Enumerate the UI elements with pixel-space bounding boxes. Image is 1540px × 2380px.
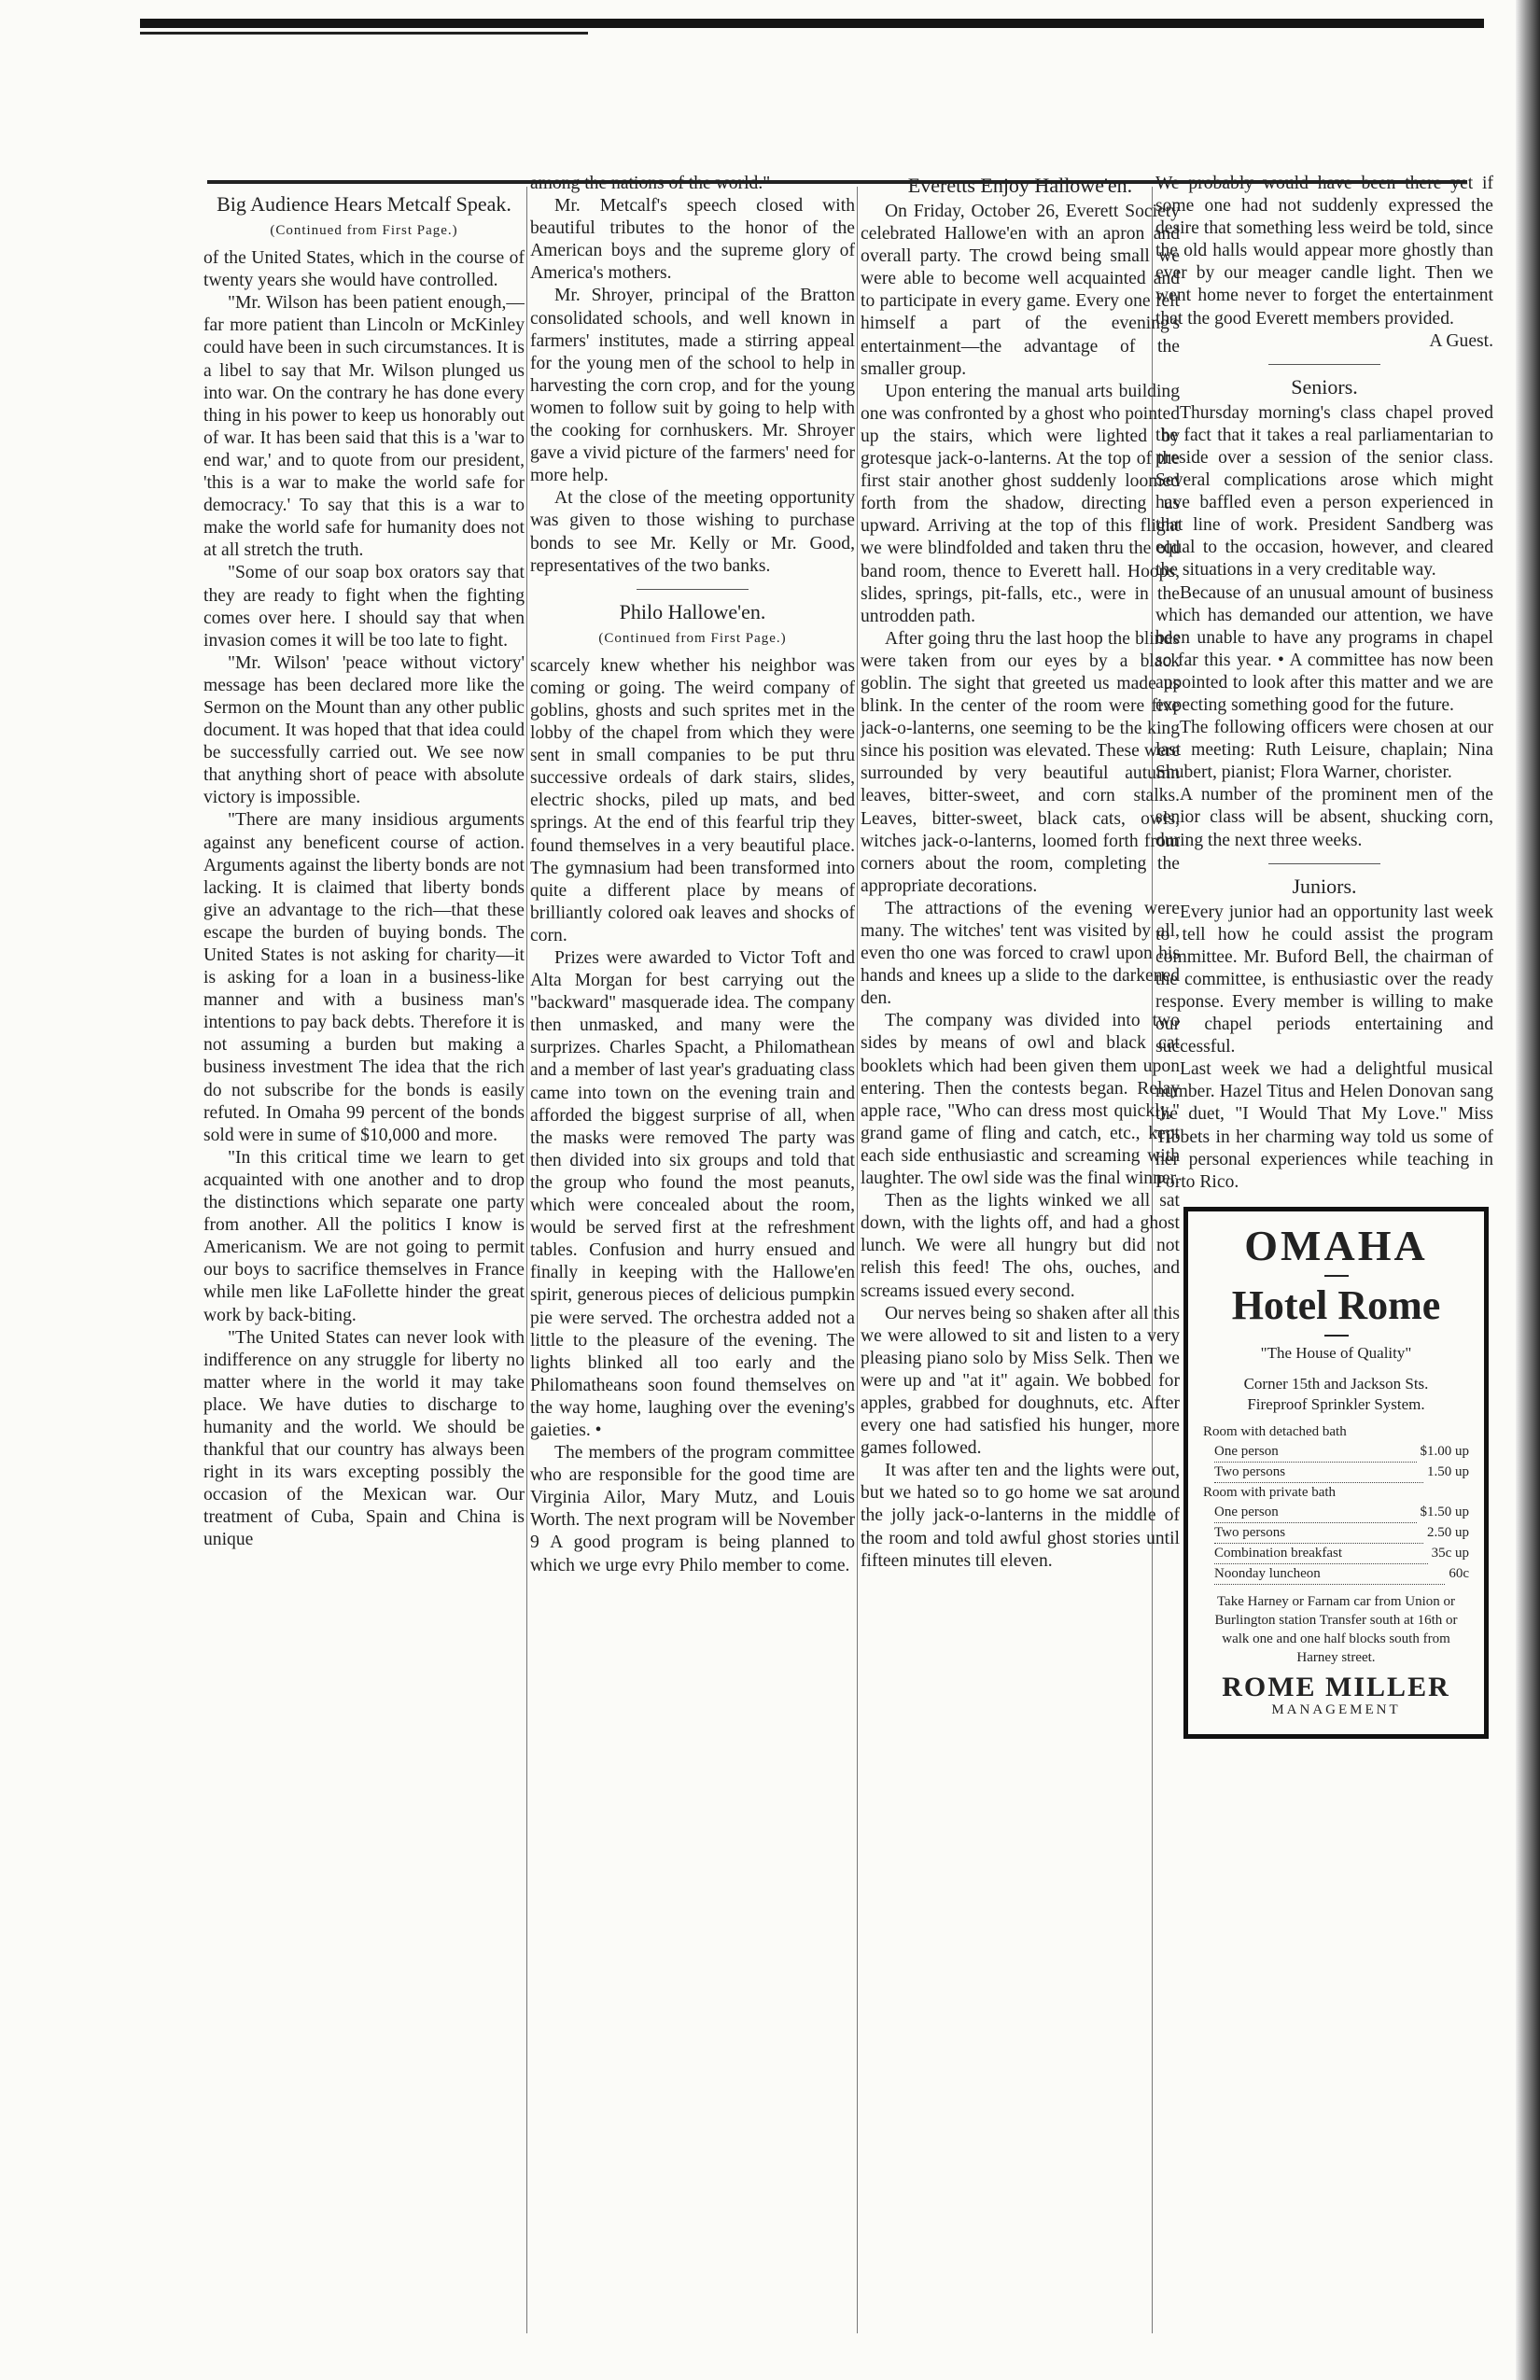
ad-rate-heading: Room with private bath xyxy=(1203,1484,1337,1500)
paragraph: Upon entering the manual arts building one was confronted by a ghost who pointed up the stairs, which were lighted by grotesque jack-o-lanterns. At the top of the first stair another ghost suddenly loomed forth from the shadow, directing us upward. Arriving at the top of this flight we were blindfolded and taken thru the old band room, thence to Everett hall. Hoops, slides, springs, pit-falls, etc., were in the untrodden path. xyxy=(861,381,1180,626)
ad-rate-row: Two persons 1.50 up xyxy=(1203,1463,1469,1483)
ad-feature: Fireproof Sprinkler System. xyxy=(1247,1394,1425,1413)
paragraph: "There are many insidious arguments against any beneficent course of action. Arguments against the liberty bonds are not lacking. It is claimed that liberty bonds give an advantage to the rich—that these escape the burden of buying bonds. The United States is not asking for charity—it is asking for a loan in a business-like manner and with a business man's intentions to pay back debts. Therefore it is not assuming a burden but making a business investment The idea that the rich do not subscribe for the bonds is easily refuted. In Omaha 99 percent of the bonds sold were in sume of $10,000 and more. xyxy=(203,810,525,1145)
continued-note: (Continued from First Page.) xyxy=(598,630,787,646)
ad-city: OMAHA xyxy=(1244,1221,1428,1269)
paragraph: of the United States, which in the course of twenty years she would have controlled. xyxy=(203,248,525,291)
page-edge-shadow xyxy=(1516,0,1540,2380)
paragraph: among the nations of the world." xyxy=(530,174,771,193)
ad-divider xyxy=(1324,1335,1349,1337)
hotel-advertisement xyxy=(1183,1207,1489,1739)
paragraph: Thursday morning's class chapel proved the fact that it takes a real parliamentarian to preside over a session of the senior class. Several complications arose which might have baffled even a person experienced in that line of work. President Sandberg was equal to the occasion, however, and cleared the situations in a very creditable way. xyxy=(1155,402,1493,581)
ad-management: MANAGEMENT xyxy=(1271,1702,1401,1718)
column-divider-1 xyxy=(526,187,527,2333)
paragraph: Prizes were awarded to Victor Toft and Alta Morgan for best carrying out the "backward" masquerade idea. The company then unmasked, and many were the surprizes. Charles Spacht, a Philomathean and a member of last year's graduating class came into town on the evening train and afforded the biggest surprise of all, when the masks were removed The party was then divided into six groups and told that the group who found the most peanuts, which were concealed about the room, would be served first at the refreshment tables. Confusion and hurry ensued and finally in keeping with the Hallowe'en spirit, generous pieces of delicious pumpkin pie were served. The orchestra added not a little to the pleasure of the evening. The lights blinked all too early and the Philomatheans soon found themselves on the way home, laughing over the evening's gaieties. • xyxy=(530,948,855,1440)
ad-rate-row: One person $1.00 up xyxy=(1203,1442,1469,1463)
paragraph: "The United States can never look with indifference on any struggle for liberty no matter where in the world it may take place. We have duties to discharge to humanity and the world. We should be thankful that our country has always been right in its wars excepting possibly the occasion of the Mexican war. Our treatment of Cuba, Spain and China is unique xyxy=(203,1327,525,1550)
paragraph: Our nerves being so shaken after all this we were allowed to sit and listen to a very pleasing piano solo by Miss Selk. Then we were up and "at it" again. We bobbed for apples, grabbed for doughnuts, etc. After every one had satisfied his hunger, more games followed. xyxy=(861,1303,1180,1459)
paragraph: "In this critical time we learn to get acquainted with one another and to drop the distinctions which separate one party from another. All the politics I know is Americanism. We are not going to permit our boys to sacrifice themselves in France while men like LaFollette hinder the great work by back-biting. xyxy=(203,1147,525,1325)
paragraph: After going thru the last hoop the blinds were taken from our eyes by a black goblin. The sight that greeted us made us blink. In the center of the room were five jack-o-lanterns, one seeming to be the king since his position was elevated. These were surrounded by very beautiful autumn leaves, bitter-sweet, and corn stalks. Leaves, bitter-sweet, black cats, owls, witches jack-o-lanterns, loomed forth from corners about the room, completing the appropriate decorations. xyxy=(861,628,1180,896)
paragraph: Then as the lights winked we all sat down, with the lights off, and had a ghost lunch. We were all hungry but did not relish this feed! The ohs, ouches, and screams issued every second. xyxy=(861,1191,1180,1301)
continued-note: (Continued from First Page.) xyxy=(270,223,458,238)
paragraph: "Some of our soap box orators say that they are ready to fight when the fighting comes over here. I should say that when invasion comes it will be too late to fight. xyxy=(203,563,525,651)
paragraph: The following officers were chosen at our last meeting: Ruth Leisure, chaplain; Nina Shubert, pianist; Flora Warner, chorister. xyxy=(1155,718,1493,783)
ad-hotel-name: Hotel Rome xyxy=(1231,1281,1441,1328)
ad-rate-row: One person $1.50 up xyxy=(1203,1503,1469,1523)
paragraph: On Friday, October 26, Everett Society celebrated Hallowe'en with an apron and overall party. The crowd being small we were able to become well acquainted and to participate in every game. Every one felt himself a part of the evening's entertainment—the advantage of the smaller group. xyxy=(861,202,1180,379)
ad-rate-row: Combination breakfast 35c up xyxy=(1203,1544,1469,1564)
ad-rates xyxy=(1203,1422,1469,1585)
paragraph: A number of the prominent men of the senior class will be absent, shucking corn, during the next three weeks. xyxy=(1155,785,1493,850)
masthead-subrule xyxy=(140,32,588,35)
ad-rate-row: Two persons 2.50 up xyxy=(1203,1523,1469,1544)
paragraph: "Mr. Wilson' 'peace without victory' message has been declared more like the Sermon on the Mount than any other public document. It was hoped that that idea could be successfully carried out. We see now that anything short of peace with absolute victory is impossible. xyxy=(203,652,525,808)
ad-rate-heading: Room with detached bath xyxy=(1203,1423,1347,1439)
paragraph: Because of an unusual amount of business which has demanded our attention, we have been unable to have any programs in chapel so far this year. • A committee has now been appointed to look after this matter and we are expecting something good for the future. xyxy=(1155,582,1493,715)
section-headline-seniors: Seniors. xyxy=(1291,374,1358,399)
paragraph: Mr. Shroyer, principal of the Bratton consolidated schools, and well known in farmers' institutes, made a stirring appeal for the young men of the school to help in harvesting the corn crop, and for the young women to follow suit by going to help with the cooking for cornhuskers. Mr. Shroyer gave a vivid picture of the farmers' need for more help. xyxy=(530,286,855,486)
ad-tagline: "The House of Quality" xyxy=(1260,1343,1412,1362)
paragraph: "Mr. Wilson has been patient enough,—far more patient than Lincoln or McKinley could have been in such circumstances. It is a libel to say that Mr. Wilson plunged us into war. On the contrary he has done every thing in his power to keep us honorably out of war. It has been said that this is a 'war to end war,' and to quote from our president, 'this is a war to make the world safe for democracy.' To say that this is a war to make the world safe for humanity does not at all stretch the truth. xyxy=(203,293,525,561)
paragraph: Every junior had an opportunity last week to tell how he could assist the program committee. Mr. Buford Bell, the chairman of the committee, is enthusiastic over the ready response. Every member is willing to make our chapel periods entertaining and successful. xyxy=(1155,902,1493,1057)
ad-manager: ROME MILLER xyxy=(1222,1671,1450,1702)
ad-rate-row: Noonday luncheon 60c xyxy=(1203,1564,1469,1585)
column-1 xyxy=(203,191,525,2352)
paragraph: It was after ten and the lights were out, but we hated so to go home we sat around the jolly jack-o-lanterns in the middle of the room and told awful ghost stories until fifteen minutes till eleven. xyxy=(861,1461,1180,1571)
paragraph: We probably would have been there yet if some one had not suddenly expressed the desire that something less weird be told, since the old halls would appear more ghostly than ever by our meager candle light. Then we went home never to forget the entertainment that the good Everett members provided. xyxy=(1155,174,1493,329)
section-rule xyxy=(1268,863,1380,864)
paragraph: At the close of the meeting opportunity was given to those wishing to purchase bonds to see Mr. Kelly or Mr. Good, representatives of the two banks. xyxy=(530,488,855,576)
column-3 xyxy=(861,173,1180,2352)
paragraph: Mr. Metcalf's speech closed with beautiful tributes to the honor of the American boys and the supreme glory of America's mothers. xyxy=(530,196,855,284)
article-headline-everetts: Everetts Enjoy Hallowe'en. xyxy=(907,174,1133,197)
paragraph: scarcely knew whether his neighbor was coming or going. The weird company of goblins, ghosts and such sprites met in the lobby of the chapel from which they were sent in small companies to be put thru successive ordeals of dark stairs, slides, electric shocks, piled up mats, and bed springs. At the end of this fearful trip they found themselves in a very beautiful place. The gymnasium had been transformed into quite a different place by means of brilliantly colored oak leaves and shocks of corn. xyxy=(530,655,855,945)
section-rule xyxy=(637,589,749,590)
article-headline-metcalf: Big Audience Hears Metcalf Speak. xyxy=(217,192,511,216)
column-divider-2 xyxy=(857,187,858,2333)
paragraph: The company was divided into two sides by means of owl and black cat booklets which had been given them upon entering. Then the contests began. Relay apple race, "Who can dress most quickly," grand game of fling and catch, etc., kept each side enthusiastic and screaming with laughter. The owl side was the final winner. xyxy=(861,1011,1180,1189)
paragraph: The members of the program committee who are responsible for the good time are Virginia Ailor, Mary Mutz, and Louis Worth. The next program will be November 9 A good program is being planned to which we urge evry Philo member to come. xyxy=(530,1443,855,1575)
section-headline-juniors: Juniors. xyxy=(1292,874,1357,898)
column-2 xyxy=(530,173,855,2352)
masthead-rule xyxy=(140,19,1484,28)
column-4 xyxy=(1155,173,1493,2352)
ad-divider xyxy=(1324,1275,1349,1277)
paragraph: The attractions of the evening were many. The witches' tent was visited by all, even tho one was forced to crawl upon his hands and knees up a slide to the darkened den. xyxy=(861,898,1180,1009)
paragraph: Last week we had a delightful musical number. Hazel Titus and Helen Donovan sang the duet, "I Would That My Love." Miss Tibbets in her charming way told us some of her personal experiences while teaching in Porto Rico. xyxy=(1155,1059,1493,1192)
ad-address: Corner 15th and Jackson Sts. xyxy=(1243,1374,1429,1393)
article-headline-philo: Philo Hallowe'en. xyxy=(619,599,766,623)
section-rule xyxy=(1268,364,1380,365)
signature: A Guest. xyxy=(1429,330,1493,351)
ad-directions: Take Harney or Farnam car from Union or Burlington station Transfer south at 16th or walk one and one half blocks south from Harney street. xyxy=(1214,1593,1458,1665)
